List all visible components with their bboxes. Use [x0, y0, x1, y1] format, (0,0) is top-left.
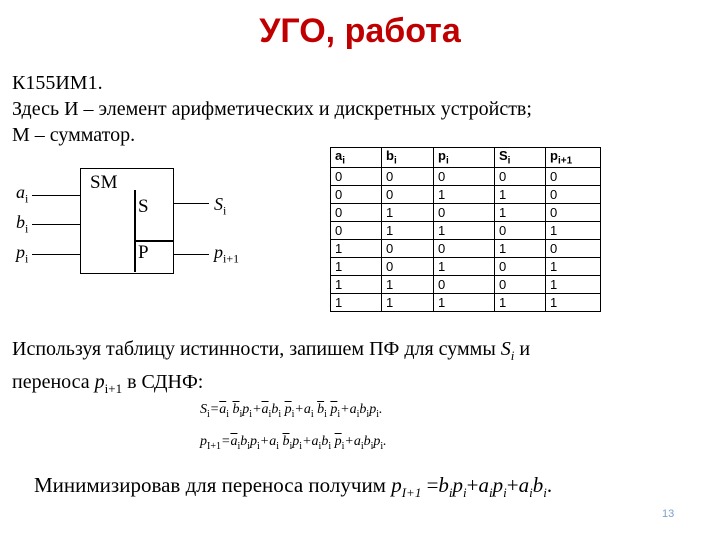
- table-cell: 1: [546, 221, 601, 239]
- table-cell: 0: [495, 275, 546, 293]
- intro-line-i: Здесь И – элемент арифметических и дискретных устройств;: [12, 98, 532, 120]
- header-b: $b_i$: [382, 148, 434, 168]
- header-s: $S_i$: [495, 148, 546, 168]
- table-cell: 0: [331, 167, 382, 185]
- table-cell: 1: [495, 185, 546, 203]
- table-cell: 0: [434, 239, 495, 257]
- adder-block-divider: [134, 190, 136, 272]
- table-cell: 1: [382, 293, 434, 311]
- output-p-wire: [173, 254, 209, 255]
- output-p-label: $p_{i+1}$: [214, 242, 240, 266]
- header-p: $p_i$: [434, 148, 495, 168]
- ugo-schematic: [12, 166, 262, 282]
- table-cell: 1: [495, 203, 546, 221]
- table-cell: 1: [382, 275, 434, 293]
- table-cell: 1: [495, 239, 546, 257]
- usage-paragraph: [12, 336, 530, 402]
- table-cell: 0: [382, 185, 434, 203]
- table-cell: 0: [495, 257, 546, 275]
- table-row: [331, 293, 601, 311]
- table-cell: 0: [434, 203, 495, 221]
- table-cell: 0: [546, 185, 601, 203]
- table-cell: 1: [434, 293, 495, 311]
- table-cell: 0: [331, 221, 382, 239]
- table-cell: 1: [331, 275, 382, 293]
- input-a-wire: [32, 195, 80, 196]
- table-cell: 0: [434, 275, 495, 293]
- truth-table-header: [331, 148, 601, 168]
- intro-text: [12, 70, 532, 148]
- table-cell: 0: [382, 167, 434, 185]
- table-cell: 0: [495, 167, 546, 185]
- table-cell: 1: [546, 257, 601, 275]
- table-cell: 0: [382, 239, 434, 257]
- table-cell: 0: [434, 167, 495, 185]
- table-cell: 0: [331, 203, 382, 221]
- chip-name: К155ИМ1.: [12, 72, 103, 94]
- table-cell: 0: [546, 167, 601, 185]
- table-cell: 0: [546, 203, 601, 221]
- table-cell: 1: [331, 239, 382, 257]
- adder-label: SM: [90, 172, 118, 193]
- table-cell: 1: [434, 257, 495, 275]
- output-s-label: $S_i$: [214, 194, 227, 218]
- table-row: [331, 275, 601, 293]
- input-a-label: $a_i$: [16, 182, 29, 206]
- minimized-carry-formula: Минимизировав для переноса получим $p_{I+1} =b_ip_i+a_ip_i+a_ib_i$.: [34, 473, 553, 501]
- input-p-wire: [32, 254, 80, 255]
- usage-line-2: переноса $p_{i+1}$ в СДНФ:: [12, 371, 204, 396]
- slide-title: УГО, работа: [259, 12, 461, 50]
- carry-sdnf-formula: $p_{I+1}=\overline{a}_ib_ip_i+a_i$ $\overline{b}_ip_i+a_ib_i$ $\overline{p}_i+a_ib_ip_i$.: [200, 434, 387, 452]
- usage-line-1: Используя таблицу истинности, запишем ПФ для суммы $S_i$ и: [12, 338, 531, 363]
- table-row: [331, 257, 601, 275]
- sum-port-label: S: [138, 196, 149, 217]
- table-cell: 1: [331, 257, 382, 275]
- carry-port-label: P: [138, 242, 149, 263]
- input-p-label: $p_i$: [16, 242, 29, 266]
- table-cell: 1: [434, 185, 495, 203]
- page-number: 13: [662, 508, 675, 520]
- table-row: [331, 221, 601, 239]
- input-b-wire: [32, 224, 80, 225]
- table-cell: 1: [546, 275, 601, 293]
- sum-sdnf-formula: $S_i=\overline{a}_i$ $\overline{b}_ip_i+\overline{a}_ib_i$ $\overline{p}_i+a_i$ $\overline{b}_i$ $\overline{p}_i+a_ib_ip_i$.: [200, 402, 383, 420]
- table-cell: 0: [382, 257, 434, 275]
- table-cell: 1: [495, 293, 546, 311]
- truth-table: [330, 147, 601, 312]
- table-cell: 1: [382, 221, 434, 239]
- table-row: [331, 167, 601, 185]
- table-cell: 1: [434, 221, 495, 239]
- intro-line-m: М – сумматор.: [12, 124, 136, 146]
- input-b-label: $b_i$: [16, 212, 29, 236]
- table-row: [331, 239, 601, 257]
- header-p-next: $p_{i+1}$: [546, 148, 601, 168]
- table-cell: 0: [546, 239, 601, 257]
- header-a: $a_i$: [331, 148, 382, 168]
- output-s-wire: [173, 203, 209, 204]
- table-row: [331, 203, 601, 221]
- table-cell: 1: [382, 203, 434, 221]
- table-cell: 1: [546, 293, 601, 311]
- table-row: [331, 185, 601, 203]
- table-cell: 1: [331, 293, 382, 311]
- table-cell: 0: [331, 185, 382, 203]
- table-cell: 0: [495, 221, 546, 239]
